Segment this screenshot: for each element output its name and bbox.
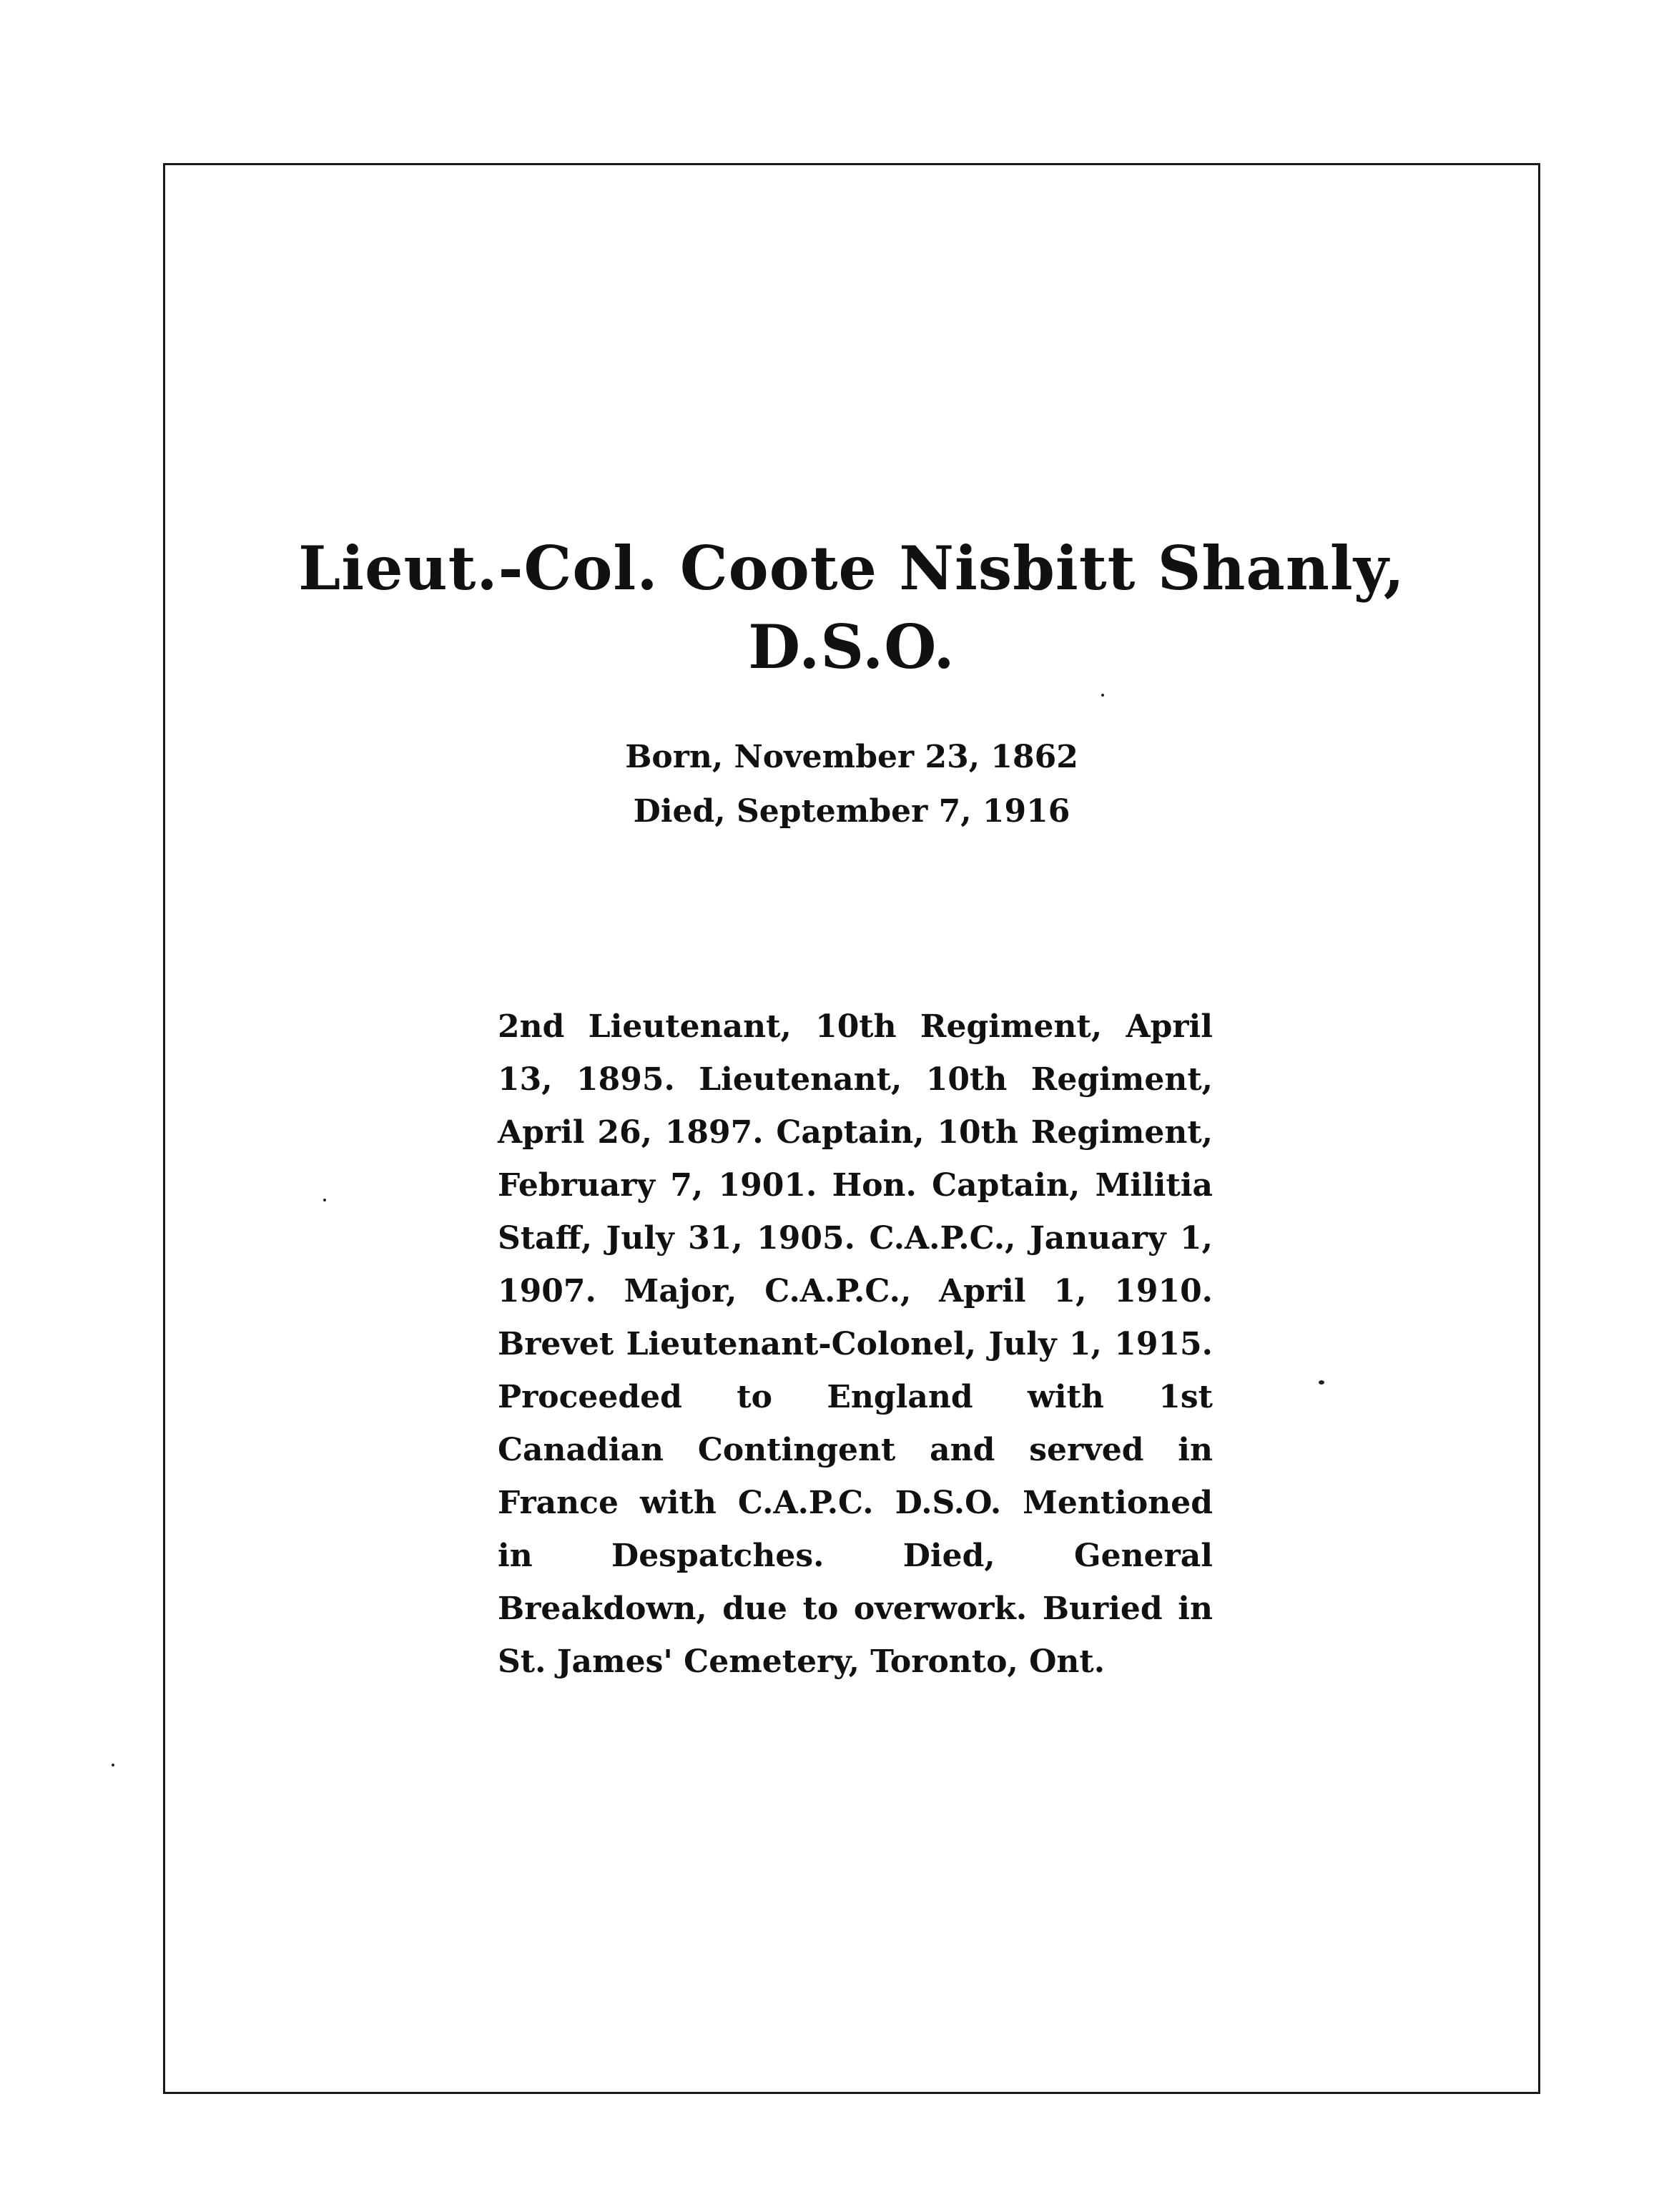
paper-speck [112, 1764, 114, 1766]
death-date: Died, September 7, 1916 [633, 793, 1070, 830]
decoration-heading: D.S.O. [748, 611, 955, 682]
service-record-paragraph: 2nd Lieutenant, 10th Regiment, April 13, 1895. Lieutenant, 10th Regiment, April 26, 1897. Captain, 10th Regiment, February 7, 1901. Hon. Captain, Militia Staff, July 31, 1905. C.A.P.C., January 1, 1907. Major, C.A.P.C., April 1, 1910. Brevet Lieutenant-Colonel, July 1, 1915. Proceeded to England with 1st Canadian Contingent and served in France with C.A.P.C. D.S.O. Mentioned in Despatches. Died, General Breakdown, due to overwork. Buried in St. James' Cemetery, Toronto, Ont. [498, 1008, 1213, 1680]
life-dates [165, 730, 1538, 839]
memorial-name-heading: Lieut.-Col. Coote Nisbitt Shanly, [298, 533, 1405, 604]
paper-speck [323, 1199, 326, 1201]
page-border [163, 163, 1540, 2094]
paper-speck [1101, 694, 1104, 697]
paper-speck [1319, 1380, 1324, 1385]
birth-date: Born, November 23, 1862 [625, 739, 1078, 775]
